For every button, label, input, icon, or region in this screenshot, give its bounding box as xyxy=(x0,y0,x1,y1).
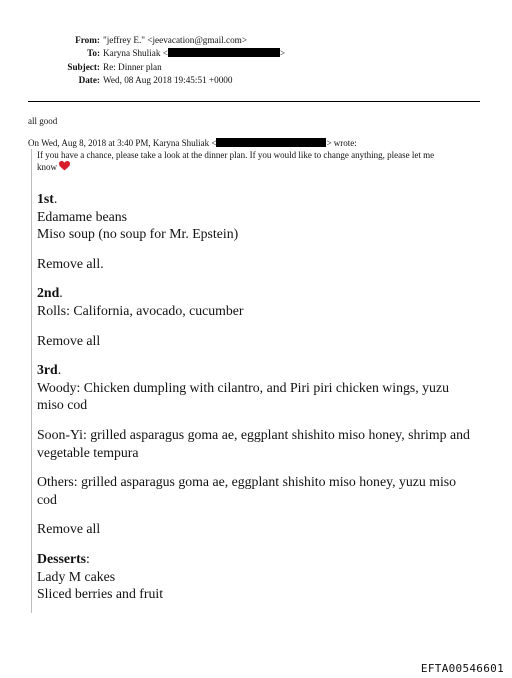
header-divider xyxy=(28,101,480,102)
course-3-woody-line-1: Woody: Chicken dumpling with cilantro, and Piri piri chicken wings, yuzu xyxy=(37,379,449,395)
course-1-item-1: Edamame beans xyxy=(37,208,128,224)
to-value: Karyna Shuliak < xyxy=(103,48,168,59)
quote-line-1: If you have a chance, please take a look at the dinner plan. If you would like to change anything, please let me xyxy=(37,150,435,160)
dessert-item-2: Sliced berries and fruit xyxy=(37,586,164,602)
to-label: To: xyxy=(87,48,100,59)
quote-line-2-text: know xyxy=(37,162,57,172)
course-2-item-1: Rolls: California, avocado, cucumber xyxy=(37,302,244,318)
course-1-title: 1st. xyxy=(37,191,58,206)
date-label: Date: xyxy=(78,75,100,86)
quote-bar xyxy=(31,149,32,613)
desserts-title: Desserts: xyxy=(37,550,90,566)
quote-line-2 xyxy=(37,161,70,173)
course-3-soonyi-line-1: Soon-Yi: grilled asparagus goma ae, eggplant shishito miso honey, shrimp and xyxy=(37,426,470,442)
from-label: From: xyxy=(75,35,100,45)
bates-number: EFTA00546601 xyxy=(420,662,504,675)
email-header xyxy=(0,34,285,88)
to-row xyxy=(0,47,285,60)
date-value: Wed, 08 Aug 2018 19:45:51 +0000 xyxy=(103,75,233,86)
course-2-title: 2nd. xyxy=(37,285,63,301)
subject-label: Subject: xyxy=(67,61,100,72)
course-3-others-line-2: cod xyxy=(37,491,57,507)
date-row xyxy=(0,74,285,87)
course-3-title: 3rd. xyxy=(37,362,62,378)
dinner-plan xyxy=(37,190,497,603)
course-3-woody-line-2: miso cod xyxy=(37,397,88,413)
course-3-soonyi-line-2: vegetable tempura xyxy=(37,444,139,460)
course-2-note: Remove all xyxy=(37,332,101,348)
heart-icon xyxy=(59,161,70,171)
course-3-note: Remove all xyxy=(37,521,101,537)
quote-intro xyxy=(28,137,357,149)
quote-intro-prefix: On Wed, Aug 8, 2018 at 3:40 PM, Karyna Shuliak < xyxy=(28,138,217,148)
to-suffix: > xyxy=(279,48,286,59)
course-1-item-2: Miso soup (no soup for Mr. Epstein) xyxy=(37,226,239,242)
course-1-note: Remove all. xyxy=(37,255,104,271)
course-3-others-line-1: Others: grilled asparagus goma ae, eggplant shishito miso honey, yuzu miso xyxy=(37,474,457,490)
subject-value: Re: Dinner plan xyxy=(103,61,162,72)
quote-intro-suffix: > wrote: xyxy=(326,138,357,148)
subject-row xyxy=(0,61,285,74)
dessert-item-1: Lady M cakes xyxy=(37,568,116,584)
from-value: "jeffrey E." <jeevacation@gmail.com> xyxy=(103,35,248,45)
redaction-bar xyxy=(216,138,326,147)
redaction-bar xyxy=(168,48,280,57)
from-row xyxy=(0,34,285,47)
reply-text: all good xyxy=(28,116,58,126)
